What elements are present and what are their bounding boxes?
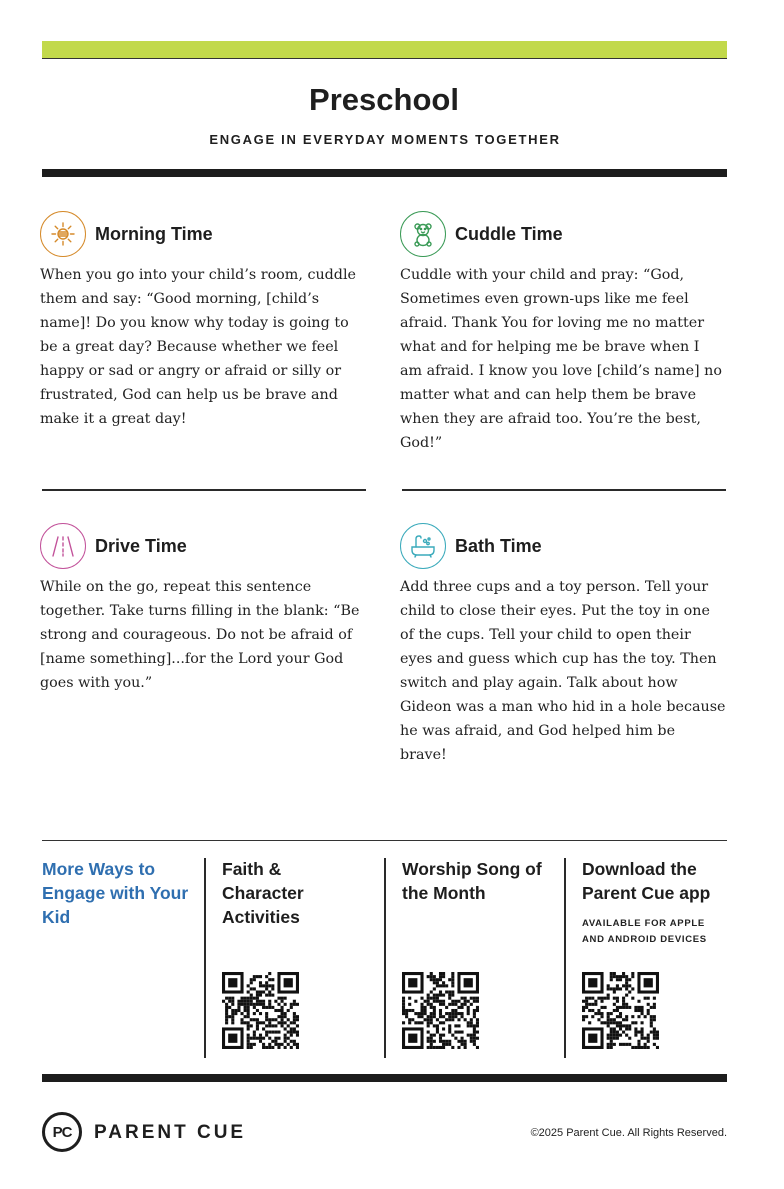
qr-code-worship-song[interactable] [402,972,479,1049]
copyright-text: ©2025 Parent Cue. All Rights Reserved. [530,1127,727,1139]
qr-code-app-download[interactable] [582,972,659,1049]
page-title: Preschool [309,82,459,117]
parent-cue-logo [42,1112,82,1152]
section-drive-time [40,523,366,695]
section-body: When you go into your child’s room, cuddle them and say: “Good morning, [child’s name]! Do you know why today is going to be a great day? Because whether we feel happy or sad or angry or afraid or silly or frustrated, God can help us be brave and make it a great day! [40,267,356,427]
section-divider [42,489,366,491]
footer-col-title: Faith & Character Activities [222,859,304,927]
footer-divider [204,858,206,1058]
section-bath-time [400,523,726,767]
logo-mark: PC [52,1123,72,1141]
road-icon [40,523,86,569]
footer-divider [384,858,386,1058]
page-subtitle: ENGAGE IN EVERYDAY MOMENTS TOGETHER [209,132,561,147]
section-morning-time [40,211,366,431]
teddy-bear-icon [400,211,446,257]
section-title: Bath Time [455,535,542,556]
footer-col-subtitle: AVAILABLE FOR APPLE AND ANDROID DEVICES [582,918,707,945]
footer-col-title: Worship Song of the Month [402,859,542,903]
footer-col-app [582,857,727,948]
section-title: Morning Time [95,223,213,244]
footer-col-activities [222,857,362,929]
footer-topline [42,840,727,841]
footer-bar [42,1074,727,1082]
brand-name: PARENT CUE [94,1122,247,1143]
section-divider [402,489,726,491]
section-body: Add three cups and a toy person. Tell your child to close their eyes. Put the toy in one of the cups. Tell your child to open their eyes and guess which cup has the toy. Then switch and play again. Talk about how Gideon was a man who hid in a hole because he was afraid, and God helped him be brave! [400,579,726,763]
bathtub-icon [400,523,446,569]
accent-bar [42,41,727,58]
section-title: Cuddle Time [455,223,563,244]
qr-code-activities[interactable] [222,972,299,1049]
accent-bar-underline [42,58,727,59]
footer-col-title: Download the Parent Cue app [582,859,711,903]
header-divider [42,169,727,177]
section-cuddle-time [400,211,726,455]
section-title: Drive Time [95,535,187,556]
sun-icon [40,211,86,257]
section-body: While on the go, repeat this sentence together. Take turns filling in the blank: “Be strong and courageous. Do not be afraid of [name something]...for the Lord your God goes with you.” [40,579,360,691]
more-ways-heading [42,857,192,929]
section-body: Cuddle with your child and pray: “God, Sometimes even grown-ups like me feel afraid. Thank You for loving me no matter what and for helping me be brave when I am afraid. I know you love [child’s name] no matter what and can help them be brave when they are afraid too. You’re the best, God!” [400,267,722,451]
more-ways-text: More Ways to Engage with Your Kid [42,859,189,927]
footer-divider [564,858,566,1058]
footer-col-worship [402,857,542,905]
